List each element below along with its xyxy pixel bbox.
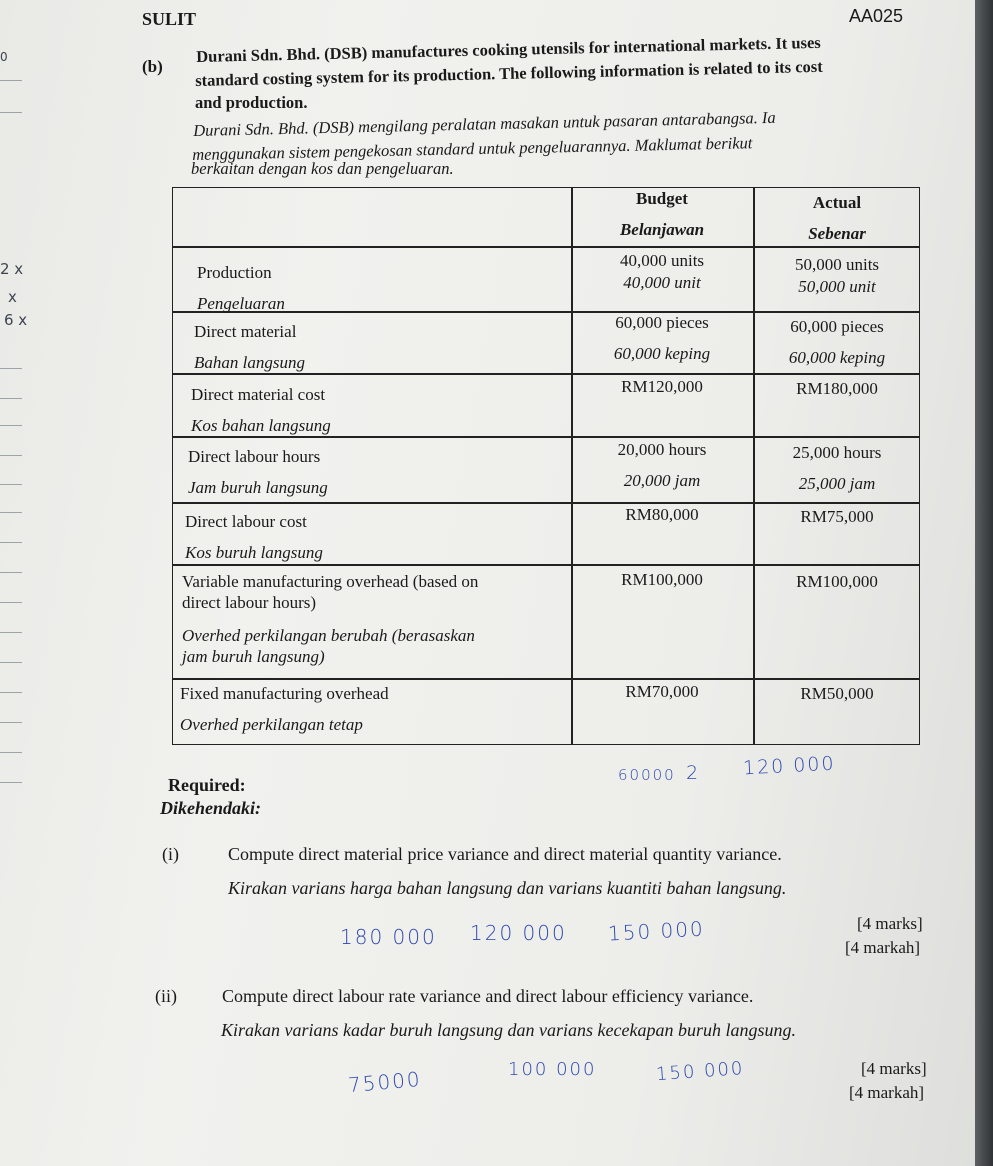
table-divider — [173, 373, 919, 375]
part-ii-marks: [4 marks] — [861, 1059, 927, 1078]
margin-note: 0 — [0, 50, 8, 64]
ruled-line — [0, 112, 22, 113]
ruled-line — [0, 572, 22, 573]
header-sulit: SULIT — [142, 9, 197, 29]
header-code: AA025 — [849, 6, 904, 26]
required-heading-malay: Dikehendaki: — [160, 798, 261, 818]
table-cell-budget: 40,000 units 40,000 unit — [619, 251, 705, 292]
cost-table — [172, 187, 920, 745]
ruled-line — [0, 632, 22, 633]
handwritten-note: 180 000 — [340, 925, 437, 949]
part-i-marks-malay: [4 markah] — [845, 938, 921, 957]
question-malay-line-1: Durani Sdn. Bhd. (DSB) mengilang peralatan masakan untuk pasaran antarabangsa. Ia — [193, 107, 776, 140]
ruled-line — [0, 455, 22, 456]
table-cell-budget: 60,000 pieces 60,000 keping — [613, 313, 711, 363]
ruled-line — [0, 662, 22, 663]
question-english-line-3: and production. — [195, 93, 308, 112]
ruled-line — [0, 80, 22, 81]
ruled-line — [0, 512, 22, 513]
handwritten-note: 120 000 — [742, 752, 837, 780]
part-ii-marks-malay: [4 markah] — [849, 1083, 925, 1102]
table-cell-budget: 20,000 hours 20,000 jam — [617, 440, 707, 490]
margin-note: 2 x — [0, 260, 24, 278]
handwritten-note: 100 000 — [508, 1059, 597, 1080]
handwritten-note: 60000 — [618, 766, 676, 784]
question-english-line-2: standard costing system for its production. The following information is related to its cost — [195, 56, 823, 90]
part-i-label: (i) — [162, 844, 179, 864]
part-ii-question: Compute direct labour rate variance and direct labour efficiency variance. — [222, 986, 754, 1006]
ruled-line — [0, 398, 22, 399]
ruled-line — [0, 484, 22, 485]
table-cell-actual: 60,000 pieces 60,000 keping — [788, 317, 886, 367]
table-divider — [173, 502, 919, 504]
header-budget: Budget Belanjawan — [619, 189, 705, 239]
handwritten-note: 75000 — [347, 1066, 423, 1098]
ruled-line — [0, 692, 22, 693]
table-cell-actual: RM100,000 — [796, 572, 878, 591]
table-row-label: Production Pengeluaran — [197, 263, 285, 313]
table-cell-actual: 25,000 hours 25,000 jam — [792, 443, 882, 493]
part-ii-label: (ii) — [155, 986, 177, 1006]
table-cell-budget: RM120,000 — [621, 377, 703, 396]
table-row-label: Variable manufacturing overhead (based on direct labour hours) Overhed perkilangan berubah (berasaskan jam buruh langsung) — [182, 572, 479, 666]
ruled-line — [0, 752, 22, 753]
question-malay-line-3: berkaitan dengan kos dan pengeluaran. — [191, 159, 454, 178]
table-cell-budget: RM70,000 — [625, 682, 699, 701]
ruled-line — [0, 368, 22, 369]
table-row-label: Direct labour cost Kos buruh langsung — [185, 512, 323, 562]
handwritten-note: 120 000 — [470, 921, 567, 945]
table-cell-actual: 50,000 units 50,000 unit — [794, 255, 880, 296]
part-ii-question-malay: Kirakan varians kadar buruh langsung dan varians kecekapan buruh langsung. — [221, 1020, 796, 1040]
ruled-line — [0, 542, 22, 543]
table-divider — [173, 436, 919, 438]
part-i-question: Compute direct material price variance and direct material quantity variance. — [228, 844, 782, 864]
table-cell-budget: RM80,000 — [625, 505, 699, 524]
question-label: (b) — [142, 57, 163, 76]
desk-background — [975, 0, 993, 1166]
part-i-question-malay: Kirakan varians harga bahan langsung dan varians kuantiti bahan langsung. — [228, 878, 787, 898]
ruled-line — [0, 782, 22, 783]
table-row-label: Direct labour hours Jam buruh langsung — [188, 447, 328, 497]
margin-note: 6 x — [4, 311, 28, 329]
handwritten-note: 2 — [686, 762, 701, 784]
question-malay-line-2: menggunakan sistem pengekosan standard untuk pengeluarannya. Maklumat berikut — [192, 133, 753, 164]
table-cell-actual: RM75,000 — [800, 507, 874, 526]
part-i-marks: [4 marks] — [857, 914, 923, 933]
table-divider — [173, 678, 919, 680]
required-heading: Required: — [168, 775, 246, 795]
handwritten-note: 150 000 — [607, 916, 706, 946]
table-cell-actual: RM180,000 — [796, 379, 878, 398]
ruled-line — [0, 722, 22, 723]
handwritten-note: 150 000 — [655, 1057, 746, 1086]
table-row-label: Direct material cost Kos bahan langsung — [191, 385, 331, 435]
table-row-label: Direct material Bahan langsung — [194, 322, 305, 372]
question-english-line-1: Durani Sdn. Bhd. (DSB) manufactures cooking utensils for international markets. It uses — [196, 32, 821, 66]
margin-note: x — [8, 288, 17, 306]
header-actual: Actual Sebenar — [808, 193, 866, 243]
table-divider — [173, 564, 919, 566]
table-row-label: Fixed manufacturing overhead Overhed perkilangan tetap — [180, 684, 389, 734]
ruled-line — [0, 602, 22, 603]
table-cell-budget: RM100,000 — [621, 570, 703, 589]
table-cell-actual: RM50,000 — [800, 684, 874, 703]
ruled-line — [0, 425, 22, 426]
table-divider — [173, 246, 919, 248]
